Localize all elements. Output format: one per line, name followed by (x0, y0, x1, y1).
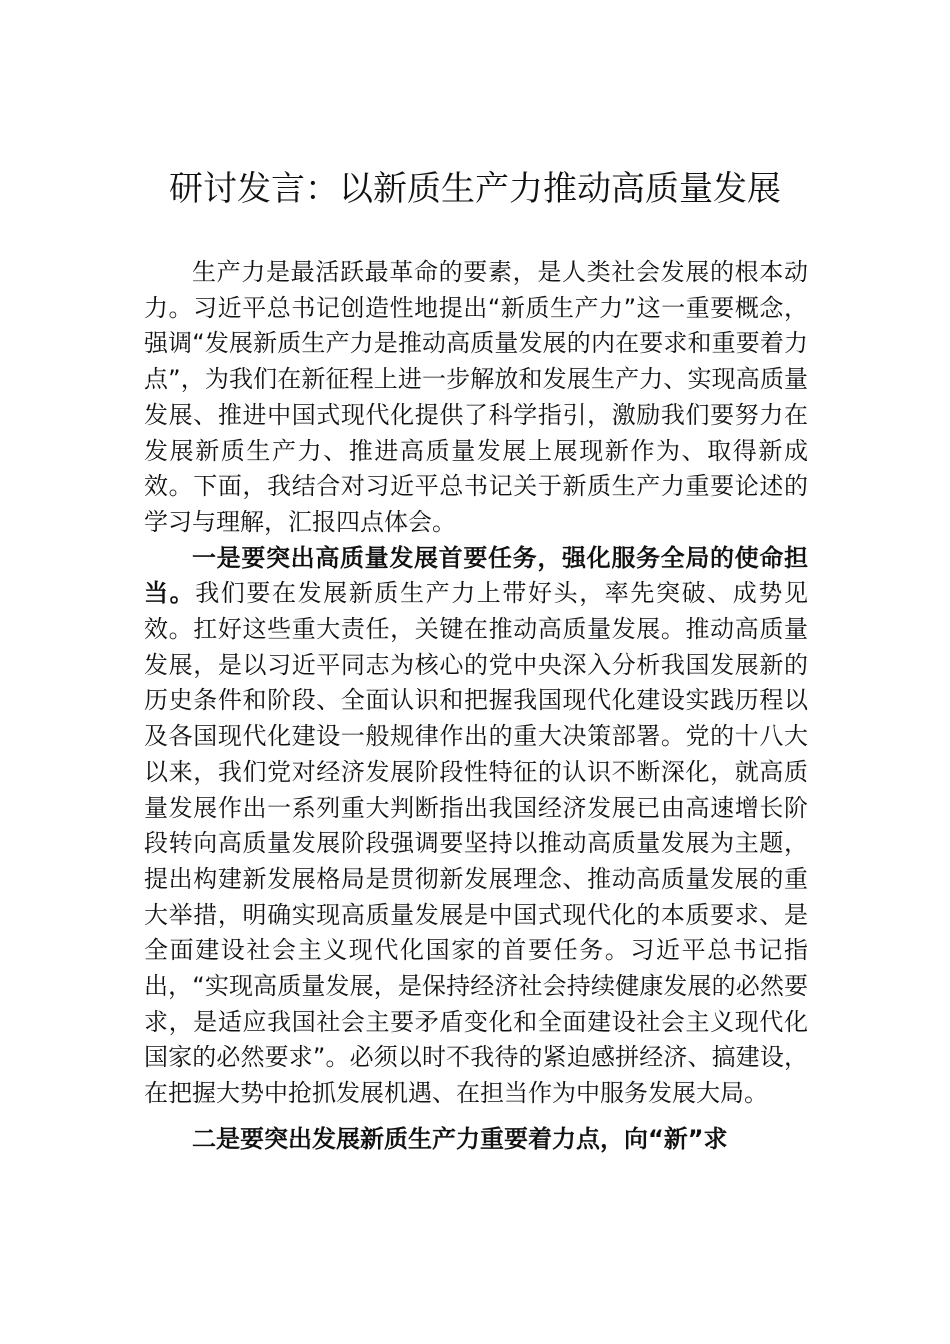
document-body (144, 255, 808, 1158)
document-title: 研讨发言：以新质生产力推动高质量发展 (169, 169, 781, 209)
paragraph-point-one (144, 541, 808, 1112)
paragraph-intro (144, 255, 808, 541)
paragraph-lead: 一是要突出高质量发展首要任务，强化服务全局的使命担当。 (144, 543, 808, 608)
paragraph-text: 生产力是最活跃最革命的要素，是人类社会发展的根本动力。习近平总书记创造性地提出“新质生产力”这一重要概念，强调“发展新质生产力是推动高质量发展的内在要求和重要着力点”，为我们在新征程上进一步解放和发展生产力、实现高质量发展、推进中国式现代化提供了科学指引，激励我们要努力在发展新质生产力、推进高质量发展上展现新作为、取得新成效。下面，我结合对习近平总书记关于新质生产力重要论述的学习与理解，汇报四点体会。 (144, 258, 808, 536)
paragraph-point-two (144, 1122, 808, 1158)
paragraph-text: 我们要在发展新质生产力上带好头，率先突破、成势见效。扛好这些重大责任，关键在推动高质量发展。推动高质量发展，是以习近平同志为核心的党中央深入分析我国发展新的历史条件和阶段、全面认识和把握我国现代化建设实践历程以及各国现代化建设一般规律作出的重大决策部署。党的十八大以来，我们党对经济发展阶段性特征的认识不断深化，就高质量发展作出一系列重大判断指出我国经济发展已由高速增长阶段转向高质量发展阶段强调要坚持以推动高质量发展为主题，提出构建新发展格局是贯彻新发展理念、推动高质量发展的重大举措，明确实现高质量发展是中国式现代化的本质要求、是全面建设社会主义现代化国家的首要任务。习近平总书记指出，“实现高质量发展，是保持经济社会持续健康发展的必然要求，是适应我国社会主要矛盾变化和全面建设社会主义现代化国家的必然要求”。必须以时不我待的紧迫感拼经济、搞建设，在把握大势中抢抓发展机遇、在担当作为中服务发展大局。 (144, 579, 809, 1108)
paragraph-lead: 二是要突出发展新质生产力重要着力点，向“新”求 (192, 1124, 728, 1153)
